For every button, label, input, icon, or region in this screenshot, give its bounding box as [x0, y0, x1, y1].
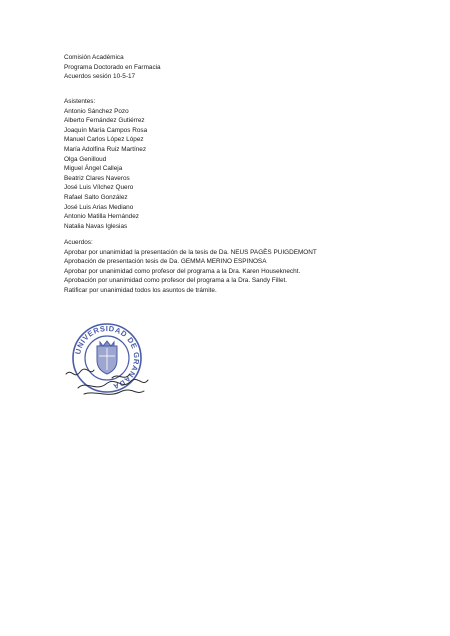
- header-line-committee: Comisión Académica: [64, 54, 124, 61]
- attendee-name: José Luis Arias Mediano: [64, 203, 134, 211]
- attendee-name: José Luis Vílchez Quero: [64, 184, 134, 192]
- agreement-item: Ratificar por unanimidad todos los asuntos de trámite.: [64, 286, 217, 294]
- attendee-name: Miguel Ángel Calleja: [64, 165, 123, 173]
- attendees-title: Asistentes:: [64, 98, 96, 105]
- attendee-name: Joaquín María Campos Rosa: [64, 126, 148, 134]
- attendees-section: [64, 97, 147, 231]
- attendee-name: Alberto Fernández Gutiérrez: [64, 117, 145, 125]
- attendee-name: Antonio Matilla Hernández: [64, 213, 139, 221]
- university-seal-stamp: [64, 318, 150, 408]
- attendee-name: Manuel Carlos López López: [64, 136, 144, 144]
- header-line-session: Acuerdos sesión 10-5-17: [64, 73, 136, 81]
- attendee-name: Rafael Salto González: [64, 193, 128, 201]
- agreement-item: Aprobar por unanimidad la presentación de la tesis de Da. NEUS PAGÈS PUIGDEMONT: [64, 248, 317, 256]
- agreement-item: Aprobar por unanimidad como profesor del programa a la Dra. Karen Houseknecht.: [64, 267, 301, 275]
- attendee-name: Olga Genilloud: [64, 155, 107, 163]
- attendee-name: Antonio Sánchez Pozo: [64, 107, 129, 115]
- agreements-title: Acuerdos:: [64, 239, 93, 246]
- attendee-name: Natalia Navas Iglesias: [64, 222, 128, 230]
- agreement-item: Aprobación de presentación tesis de Da. GEMMA MERINO ESPINOSA: [64, 258, 267, 266]
- university-seal-icon: [64, 318, 150, 408]
- agreements-section: [64, 238, 317, 296]
- attendee-name: María Adolfina Ruiz Martínez: [64, 145, 147, 153]
- attendee-name: Beatriz Clares Naveros: [64, 174, 130, 182]
- agreement-item: Aprobación por unanimidad como profesor del programa a la Dra. Sandy Fillet.: [64, 277, 288, 285]
- seal-ring-text: UNIVERSIDAD DE GRANADA: [73, 323, 142, 392]
- header-line-program: Programa Doctorado en Farmacia: [64, 63, 161, 71]
- document-header: [64, 53, 161, 82]
